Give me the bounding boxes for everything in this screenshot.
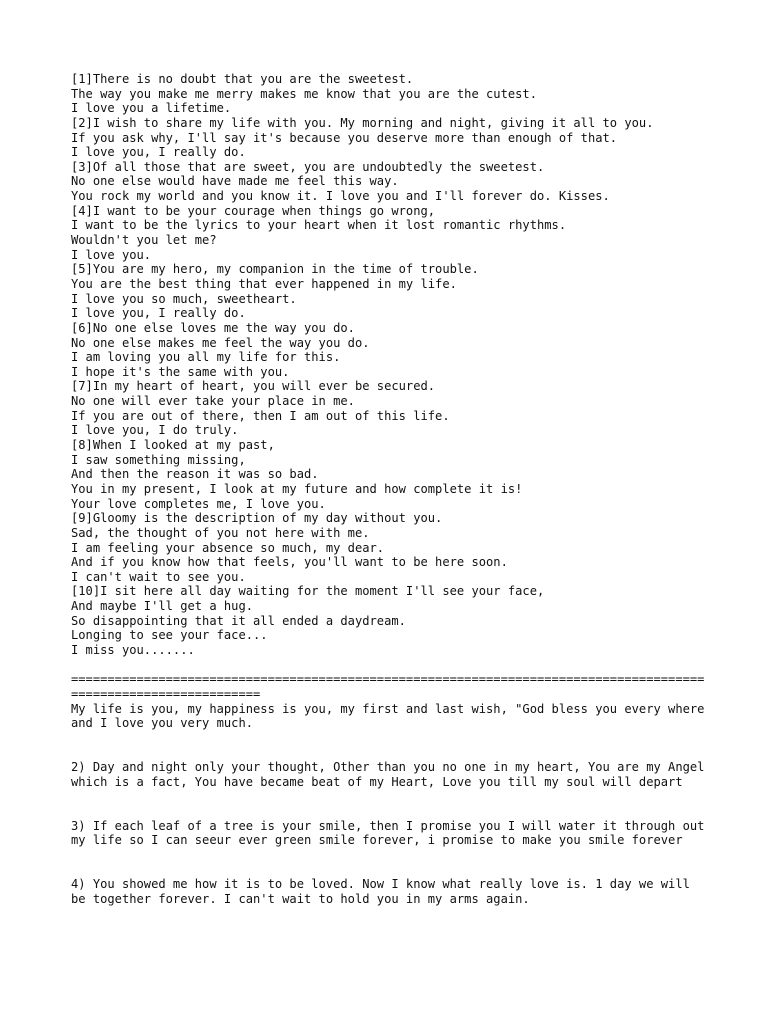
poem-line: I saw something missing, xyxy=(71,452,246,467)
poem-line: [4]I want to be your courage when things go wrong, xyxy=(71,203,436,218)
spacer xyxy=(71,848,711,877)
poem-line: No one else makes me feel the way you do. xyxy=(71,335,370,350)
poem-line: [3]Of all those that are sweet, you are undoubtedly the sweetest. xyxy=(71,159,545,174)
poem-line: So disappointing that it all ended a daydream. xyxy=(71,613,406,628)
poem-line: [9]Gloomy is the description of my day without you. xyxy=(71,511,443,526)
poem-line: I love you a lifetime. xyxy=(71,101,232,116)
poem-line: I miss you....... xyxy=(71,642,195,657)
poem-line: [8]When I looked at my past, xyxy=(71,438,275,453)
poem-line: [7]In my heart of heart, you will ever be secured. xyxy=(71,379,436,394)
poem-line: No one else would have made me feel this way. xyxy=(71,174,399,189)
poem-line: Longing to see your face... xyxy=(71,628,268,643)
poem-line: I love you, I do truly. xyxy=(71,423,239,438)
paragraph: My life is you, my happiness is you, my first and last wish, "God bless you every where and I love you very much. xyxy=(71,701,712,731)
poem-line: The way you make me merry makes me know that you are the cutest. xyxy=(71,86,537,101)
poem-line: I love you so much, sweetheart. xyxy=(71,291,297,306)
poem-line: I love you, I really do. xyxy=(71,145,246,160)
paragraph: 3) If each leaf of a tree is your smile, then I promise you I will water it through out my life so I can seeur ever green smile forever, i promise to make you smile forever xyxy=(71,818,712,848)
poem-line: And if you know how that feels, you'll want to be here soon. xyxy=(71,555,508,570)
poem-line: Wouldn't you let me? xyxy=(71,233,217,248)
poem-line: You in my present, I look at my future and how complete it is! xyxy=(71,481,523,496)
poem-line: I hope it's the same with you. xyxy=(71,364,290,379)
spacer xyxy=(71,731,711,760)
poem-line: I am feeling your absence so much, my dear. xyxy=(71,540,385,555)
poem-line: [5]You are my hero, my companion in the time of trouble. xyxy=(71,262,479,277)
poem-line: I want to be the lyrics to your heart when it lost romantic rhythms. xyxy=(71,218,567,233)
separator-line: ================================================================================================================= xyxy=(71,672,705,701)
poem-line: [10]I sit here all day waiting for the moment I'll see your face, xyxy=(71,584,545,599)
poem-line: I am loving you all my life for this. xyxy=(71,350,341,365)
poem-line: I love you, I really do. xyxy=(71,306,246,321)
poem-line: [1]There is no doubt that you are the sweetest. xyxy=(71,72,414,86)
document-page xyxy=(71,72,711,907)
poem-line: Sad, the thought of you not here with me. xyxy=(71,525,370,540)
poem-line: [2]I wish to share my life with you. My morning and night, giving it all to you. xyxy=(71,115,654,130)
poem-line: You are the best thing that ever happened in my life. xyxy=(71,276,457,291)
poem-line: If you are out of there, then I am out of this life. xyxy=(71,408,450,423)
paragraph: 4) You showed me how it is to be loved. Now I know what really love is. 1 day we will be together forever. I can't wait to hold you in my arms again. xyxy=(71,877,698,907)
poem-line: And then the reason it was so bad. xyxy=(71,467,319,482)
poem-block xyxy=(71,72,711,658)
poem-line: And maybe I'll get a hug. xyxy=(71,599,254,614)
poem-line: If you ask why, I'll say it's because you deserve more than enough of that. xyxy=(71,130,618,145)
poem-line: No one will ever take your place in me. xyxy=(71,394,355,409)
spacer xyxy=(71,790,711,819)
poem-line: Your love completes me, I love you. xyxy=(71,496,326,511)
poem-line: I can't wait to see you. xyxy=(71,569,246,584)
spacer xyxy=(71,658,711,673)
paragraph: 2) Day and night only your thought, Other than you no one in my heart, You are my Angel which is a fact, You have became beat of my Heart, Love you till my soul will depart xyxy=(71,760,712,789)
poem-line: I love you. xyxy=(71,247,152,262)
poem-line: You rock my world and you know it. I love you and I'll forever do. Kisses. xyxy=(71,189,610,204)
poem-line: [6]No one else loves me the way you do. xyxy=(71,320,355,335)
